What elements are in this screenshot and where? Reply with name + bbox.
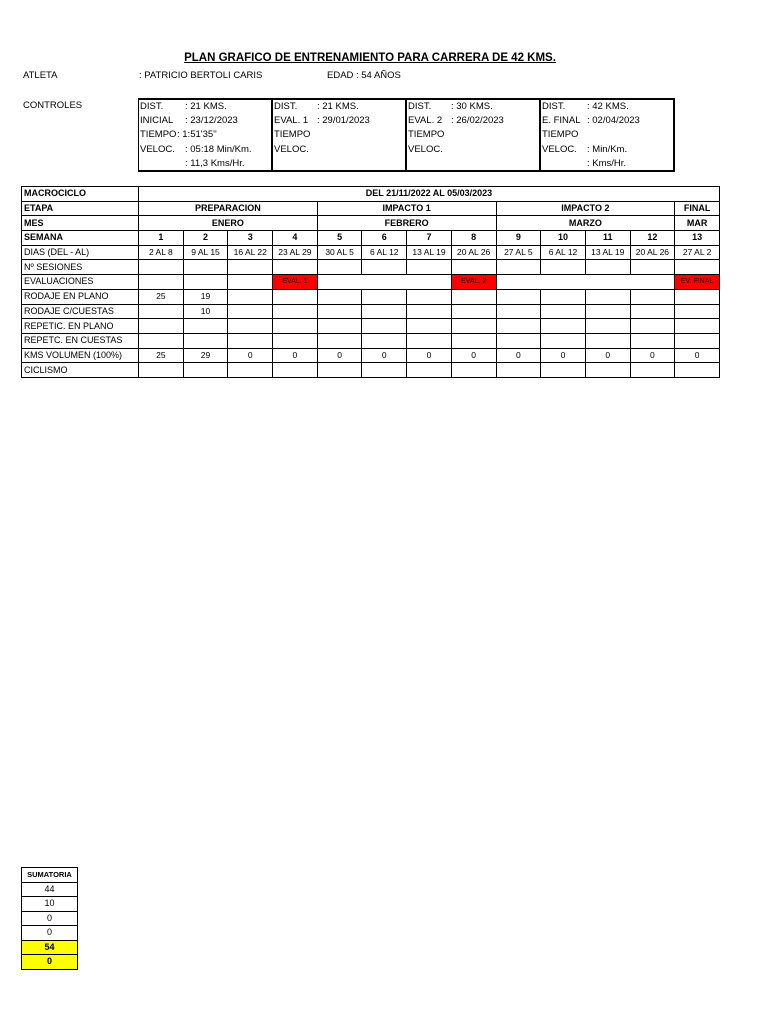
row-label: ETAPA [22,201,139,216]
control-date-value: : 29/01/2023 [317,115,370,126]
stage-cell: IMPACTO 2 [496,201,675,216]
summary-total-value: 0 [22,955,78,970]
plan-cell [675,333,720,348]
plan-cell [139,319,184,334]
control-time-label: TIEMPO [408,129,445,140]
sessions-cell [630,260,675,275]
plan-cell [451,304,496,319]
plan-cell: 10 [183,304,228,319]
plan-cell [362,363,407,378]
stage-cell: PREPARACION [139,201,318,216]
plan-cell [496,304,541,319]
control-date-value: : 26/02/2023 [451,115,504,126]
plan-cell [273,333,318,348]
control-speed-label: VELOC. [542,144,577,155]
days-cell: 20 AL 26 [630,245,675,260]
plan-cell [228,319,273,334]
row-label: REPETIC. EN PLANO [22,319,139,334]
week-cell: 11 [585,231,630,246]
days-cell: 13 AL 19 [407,245,452,260]
evaluation-cell [496,275,675,290]
page-title: PLAN GRAFICO DE ENTRENAMIENTO PARA CARRERA DE 42 KMS. [184,52,556,64]
plan-row [22,333,720,348]
plan-row [22,289,720,304]
plan-cell [407,304,452,319]
stage-cell: IMPACTO 1 [317,201,496,216]
plan-cell [451,363,496,378]
days-cell: 20 AL 26 [451,245,496,260]
plan-cell [407,363,452,378]
summary-value: 44 [22,882,78,897]
plan-cell [228,304,273,319]
plan-cell [139,304,184,319]
evaluation-cell [183,275,228,290]
week-cell: 4 [273,231,318,246]
control-box-eval1 [272,98,407,172]
days-cell: 9 AL 15 [183,245,228,260]
row-label: CICLISMO [22,363,139,378]
control-speed-kmh: : 11,3 Kms/Hr. [185,158,245,169]
control-speed-label: VELOC. [274,144,309,155]
control-box-eval2 [406,98,541,172]
plan-cell: 0 [675,348,720,363]
plan-cell [675,319,720,334]
summary-value: 10 [22,897,78,912]
sessions-row [22,260,720,275]
plan-cell [541,289,586,304]
control-dist-value: : 21 KMS. [317,101,359,112]
week-cell: 2 [183,231,228,246]
sessions-cell [451,260,496,275]
plan-row [22,319,720,334]
days-cell: 13 AL 19 [585,245,630,260]
plan-cell [496,319,541,334]
sessions-cell [541,260,586,275]
plan-cell: 0 [228,348,273,363]
plan-cell [183,319,228,334]
plan-cell [317,304,362,319]
plan-cell [362,319,407,334]
week-cell: 6 [362,231,407,246]
plan-cell [362,289,407,304]
control-date-value: : 02/04/2023 [587,115,640,126]
days-cell: 30 AL 5 [317,245,362,260]
days-cell: 27 AL 5 [496,245,541,260]
days-cell: 23 AL 29 [273,245,318,260]
plan-cell [541,319,586,334]
row-label: Nº SESIONES [22,260,139,275]
plan-cell [585,304,630,319]
row-label: RODAJE EN PLANO [22,289,139,304]
control-date-label: EVAL. 2 [408,115,443,126]
macrocycle-value: DEL 21/11/2022 AL 05/03/2023 [139,187,720,202]
plan-cell [585,333,630,348]
row-label: RODAJE C/CUESTAS [22,304,139,319]
control-dist-label: DIST. [274,101,298,112]
plan-cell [451,319,496,334]
plan-cell: 0 [496,348,541,363]
plan-cell [362,333,407,348]
plan-cell [228,333,273,348]
control-speed-kmh: : Kms/Hr. [587,158,627,169]
days-cell: 27 AL 2 [675,245,720,260]
plan-cell [675,363,720,378]
plan-cell [451,333,496,348]
control-dist-label: DIST. [542,101,566,112]
plan-cell [228,363,273,378]
plan-cell: 0 [317,348,362,363]
control-dist-value: : 30 KMS. [451,101,493,112]
summary-total-value: 54 [22,940,78,955]
control-date-value: : 23/12/2023 [185,115,238,126]
control-time-value: : 1:51'35'' [177,129,217,140]
control-time-label: TIEMPO [542,129,579,140]
month-cell: MAR [675,216,720,231]
age-value: : 54 AÑOS [356,70,401,81]
row-label: REPETC. EN CUESTAS [22,333,139,348]
month-row [22,216,720,231]
control-date-label: INICIAL [140,115,174,126]
plan-cell [496,333,541,348]
evaluation-badge: EVAL. 2 [451,275,496,290]
row-label: DIAS (DEL - AL) [22,245,139,260]
summary-value: 0 [22,926,78,941]
control-speed-value: : 05:18 Min/Km. [185,144,252,155]
plan-cell [273,319,318,334]
plan-cell: 0 [585,348,630,363]
sessions-cell [675,260,720,275]
month-cell: MARZO [496,216,675,231]
days-cell: 6 AL 12 [541,245,586,260]
plan-cell [630,319,675,334]
stage-row [22,201,720,216]
plan-cell [407,289,452,304]
stage-cell: FINAL [675,201,720,216]
plan-row [22,348,720,363]
plan-cell [675,304,720,319]
evaluation-cell [317,275,451,290]
sessions-cell [183,260,228,275]
plan-cell [407,319,452,334]
control-time-label: TIEMPO [274,129,311,140]
week-cell: 7 [407,231,452,246]
plan-cell: 29 [183,348,228,363]
sessions-cell [317,260,362,275]
plan-cell: 0 [273,348,318,363]
plan-cell [630,289,675,304]
plan-cell: 25 [139,289,184,304]
plan-cell [541,304,586,319]
control-dist-label: DIST. [140,101,164,112]
plan-row [22,304,720,319]
sessions-cell [273,260,318,275]
plan-cell: 0 [630,348,675,363]
evaluation-badge: EVAL. 1 [273,275,318,290]
week-cell: 9 [496,231,541,246]
evaluation-cell [139,275,184,290]
plan-row [22,363,720,378]
plan-cell: 25 [139,348,184,363]
control-box-initial [138,98,273,172]
week-cell: 5 [317,231,362,246]
plan-cell [585,319,630,334]
days-row [22,245,720,260]
evaluation-cell [228,275,273,290]
control-date-label: EVAL. 1 [274,115,309,126]
week-cell: 10 [541,231,586,246]
week-row [22,231,720,246]
control-speed-value: : Min/Km. [587,144,628,155]
sessions-cell [362,260,407,275]
plan-cell [541,333,586,348]
days-cell: 2 AL 8 [139,245,184,260]
control-speed-label: VELOC. [408,144,443,155]
plan-cell [496,363,541,378]
row-label: SEMANA [22,231,139,246]
plan-cell [317,333,362,348]
plan-cell: 0 [407,348,452,363]
days-cell: 16 AL 22 [228,245,273,260]
plan-cell [228,289,273,304]
plan-cell: 0 [362,348,407,363]
control-dist-label: DIST. [408,101,432,112]
plan-cell [585,289,630,304]
controls-label: CONTROLES [23,100,83,111]
summary-header: SUMATORIA [22,868,78,883]
plan-cell [183,333,228,348]
evaluation-badge: EV. FINAL [675,275,720,290]
evaluations-row [22,275,720,290]
plan-cell: 0 [451,348,496,363]
days-cell: 6 AL 12 [362,245,407,260]
week-cell: 12 [630,231,675,246]
plan-cell [273,304,318,319]
plan-cell [585,363,630,378]
control-date-label: E. FINAL [542,115,581,126]
plan-cell [317,289,362,304]
plan-cell: 19 [183,289,228,304]
plan-cell [273,289,318,304]
row-label: KMS VOLUMEN (100%) [22,348,139,363]
sessions-cell [228,260,273,275]
plan-cell [407,333,452,348]
athlete-name: : PATRICIO BERTOLI CARIS [139,70,263,81]
control-dist-value: : 42 KMS. [587,101,629,112]
row-label: EVALUACIONES [22,275,139,290]
plan-cell [630,363,675,378]
sessions-cell [585,260,630,275]
week-cell: 3 [228,231,273,246]
month-cell: FEBRERO [317,216,496,231]
plan-cell [183,363,228,378]
plan-cell [362,304,407,319]
sessions-cell [407,260,452,275]
summary-value: 0 [22,911,78,926]
week-cell: 8 [451,231,496,246]
plan-cell [139,333,184,348]
control-box-final [540,98,675,172]
athlete-label: ATLETA [23,70,58,81]
sessions-cell [139,260,184,275]
plan-cell: 0 [541,348,586,363]
plan-cell [317,363,362,378]
plan-cell [496,289,541,304]
plan-cell [541,363,586,378]
plan-cell [675,289,720,304]
week-cell: 13 [675,231,720,246]
plan-cell [317,319,362,334]
row-label: MACROCICLO [22,187,139,202]
month-cell: ENERO [139,216,318,231]
control-time-label: TIEMPO [140,129,177,140]
control-dist-value: : 21 KMS. [185,101,227,112]
plan-cell [273,363,318,378]
training-plan-table [21,186,720,378]
row-label: MES [22,216,139,231]
plan-cell [630,304,675,319]
plan-cell [630,333,675,348]
plan-cell [451,289,496,304]
summary-table [21,867,78,970]
plan-cell [139,363,184,378]
macrocycle-row [22,187,720,202]
week-cell: 1 [139,231,184,246]
age-label: EDAD [327,70,354,81]
sessions-cell [496,260,541,275]
control-speed-label: VELOC. [140,144,175,155]
